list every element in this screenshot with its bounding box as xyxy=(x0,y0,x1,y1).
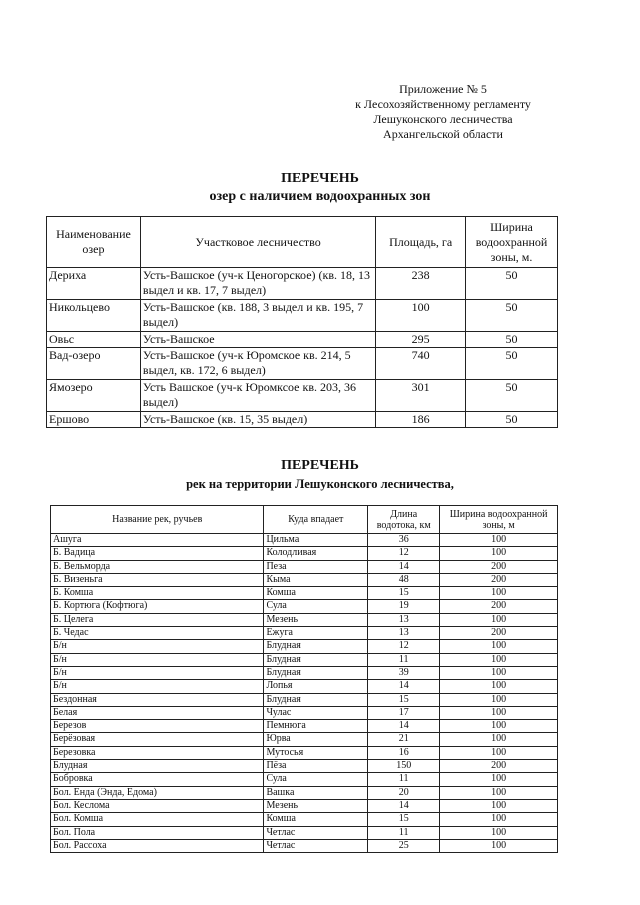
river-length-cell: 14 xyxy=(368,720,440,733)
river-name-cell: Бол. Комша xyxy=(51,813,264,826)
river-outflow-cell: Колодливая xyxy=(264,547,368,560)
table-row xyxy=(51,746,558,759)
table-row xyxy=(47,332,558,348)
table-row xyxy=(51,547,558,560)
river-length-cell: 39 xyxy=(368,666,440,679)
river-zone-width-cell: 100 xyxy=(440,640,558,653)
table-row xyxy=(51,706,558,719)
river-zone-width-cell: 200 xyxy=(440,600,558,613)
river-length-cell: 12 xyxy=(368,547,440,560)
river-name-cell: Б/н xyxy=(51,680,264,693)
lake-name-cell: Никольцево xyxy=(47,300,141,332)
lake-zone-width-cell: 50 xyxy=(466,332,558,348)
river-outflow-cell: Кыма xyxy=(264,573,368,586)
river-name-cell: Бол. Кеслома xyxy=(51,799,264,812)
table-row xyxy=(51,786,558,799)
river-length-cell: 13 xyxy=(368,627,440,640)
river-name-cell: Берёзовая xyxy=(51,733,264,746)
lake-name-cell: Дериха xyxy=(47,268,141,300)
river-outflow-cell: Мутосья xyxy=(264,746,368,759)
table-row xyxy=(51,613,558,626)
lake-zone-width-cell: 50 xyxy=(466,380,558,412)
river-name-cell: Ашуга xyxy=(51,534,264,547)
river-length-cell: 13 xyxy=(368,613,440,626)
river-length-cell: 11 xyxy=(368,773,440,786)
river-name-cell: Б/н xyxy=(51,640,264,653)
river-length-cell: 21 xyxy=(368,733,440,746)
river-name-cell: Б/н xyxy=(51,653,264,666)
lakes-subtitle: озер с наличием водоохранных зон xyxy=(209,189,431,204)
river-name-cell: Б/н xyxy=(51,666,264,679)
rivers-table xyxy=(50,505,558,853)
river-zone-width-cell: 100 xyxy=(440,799,558,812)
river-name-cell: Бол. Рассоха xyxy=(51,839,264,852)
river-zone-width-cell: 100 xyxy=(440,693,558,706)
river-length-cell: 15 xyxy=(368,587,440,600)
river-length-cell: 14 xyxy=(368,560,440,573)
river-name-cell: Бездонная xyxy=(51,693,264,706)
river-length-cell: 17 xyxy=(368,706,440,719)
river-outflow-cell: Блудная xyxy=(264,640,368,653)
river-zone-width-cell: 100 xyxy=(440,680,558,693)
lake-area-cell: 238 xyxy=(376,268,466,300)
table-row xyxy=(51,640,558,653)
table-row xyxy=(51,733,558,746)
rivers-title: ПЕРЕЧЕНЬ xyxy=(281,458,359,473)
lake-area-cell: 100 xyxy=(376,300,466,332)
lake-name-cell: Ершово xyxy=(47,412,141,428)
lakes-title: ПЕРЕЧЕНЬ xyxy=(281,171,359,186)
river-name-cell: Бобровка xyxy=(51,773,264,786)
table-row xyxy=(47,380,558,412)
river-zone-width-cell: 100 xyxy=(440,547,558,560)
appendix-region: Архангельской области xyxy=(383,127,503,141)
table-row xyxy=(51,826,558,839)
table-row xyxy=(51,587,558,600)
lake-name-cell: Овьс xyxy=(47,332,141,348)
river-length-cell: 15 xyxy=(368,693,440,706)
lake-forestry-cell: Усть Вашское (уч-к Юромксое кв. 203, 36 выдел) xyxy=(140,380,375,412)
table-row xyxy=(51,680,558,693)
river-zone-width-cell: 100 xyxy=(440,826,558,839)
river-zone-width-cell: 100 xyxy=(440,773,558,786)
river-outflow-cell: Блудная xyxy=(264,653,368,666)
table-row xyxy=(51,627,558,640)
river-zone-width-cell: 200 xyxy=(440,760,558,773)
table-row xyxy=(51,534,558,547)
river-outflow-cell: Блудная xyxy=(264,666,368,679)
river-name-cell: Б. Вельморда xyxy=(51,560,264,573)
river-length-cell: 36 xyxy=(368,534,440,547)
table-row xyxy=(51,720,558,733)
lake-area-cell: 295 xyxy=(376,332,466,348)
rivers-header-row xyxy=(51,506,558,534)
river-length-cell: 15 xyxy=(368,813,440,826)
lake-forestry-cell: Усть-Вашское (уч-к Юромское кв. 214, 5 выдел, кв. 172, 6 выдел) xyxy=(140,348,375,380)
rivers-header-zone-width: Ширина водоохранной зоны, м xyxy=(440,506,558,534)
lake-area-cell: 186 xyxy=(376,412,466,428)
river-outflow-cell: Комша xyxy=(264,587,368,600)
river-zone-width-cell: 100 xyxy=(440,786,558,799)
lake-zone-width-cell: 50 xyxy=(466,300,558,332)
table-row xyxy=(47,412,558,428)
table-row xyxy=(51,573,558,586)
river-outflow-cell: Пемнюга xyxy=(264,720,368,733)
table-row xyxy=(47,300,558,332)
lake-forestry-cell: Усть-Вашское xyxy=(140,332,375,348)
river-outflow-cell: Сула xyxy=(264,600,368,613)
river-length-cell: 25 xyxy=(368,839,440,852)
river-outflow-cell: Ежуга xyxy=(264,627,368,640)
river-zone-width-cell: 100 xyxy=(440,746,558,759)
appendix-header xyxy=(328,82,558,142)
river-name-cell: Б. Чедас xyxy=(51,627,264,640)
river-name-cell: Б. Кортюга (Кофтюга) xyxy=(51,600,264,613)
lake-zone-width-cell: 50 xyxy=(466,268,558,300)
river-length-cell: 14 xyxy=(368,680,440,693)
lake-area-cell: 740 xyxy=(376,348,466,380)
lakes-header-forestry: Участковое лесничество xyxy=(140,217,375,268)
river-outflow-cell: Пеза xyxy=(264,560,368,573)
rivers-header-name: Название рек, ручьев xyxy=(51,506,264,534)
lake-forestry-cell: Усть-Вашское (уч-к Ценогорское) (кв. 18, 13 выдел и кв. 17, 7 выдел) xyxy=(140,268,375,300)
table-row xyxy=(51,693,558,706)
river-length-cell: 20 xyxy=(368,786,440,799)
river-length-cell: 12 xyxy=(368,640,440,653)
appendix-reference: к Лесохозяйственному регламенту xyxy=(355,97,531,111)
river-zone-width-cell: 100 xyxy=(440,653,558,666)
rivers-header-length: Длина водотока, км xyxy=(368,506,440,534)
river-zone-width-cell: 100 xyxy=(440,613,558,626)
river-name-cell: Бол. Енда (Энда, Едома) xyxy=(51,786,264,799)
river-name-cell: Бол. Пола xyxy=(51,826,264,839)
river-name-cell: Б. Комша xyxy=(51,587,264,600)
table-row xyxy=(47,268,558,300)
lakes-header-zone-width: Ширина водоохранной зоны, м. xyxy=(466,217,558,268)
river-zone-width-cell: 100 xyxy=(440,534,558,547)
lake-name-cell: Вад-озеро xyxy=(47,348,141,380)
table-row xyxy=(51,653,558,666)
river-name-cell: Б. Визеньга xyxy=(51,573,264,586)
river-length-cell: 11 xyxy=(368,653,440,666)
river-zone-width-cell: 200 xyxy=(440,573,558,586)
table-row xyxy=(47,348,558,380)
river-length-cell: 16 xyxy=(368,746,440,759)
river-length-cell: 19 xyxy=(368,600,440,613)
river-zone-width-cell: 100 xyxy=(440,587,558,600)
table-row xyxy=(51,813,558,826)
river-name-cell: Березовка xyxy=(51,746,264,759)
appendix-forestry: Лешуконского лесничества xyxy=(373,112,513,126)
lake-area-cell: 301 xyxy=(376,380,466,412)
rivers-subtitle: рек на территории Лешуконского лесничества, xyxy=(186,477,454,491)
table-row xyxy=(51,799,558,812)
river-zone-width-cell: 100 xyxy=(440,839,558,852)
table-row xyxy=(51,560,558,573)
river-outflow-cell: Четлас xyxy=(264,839,368,852)
lake-forestry-cell: Усть-Вашское (кв. 15, 35 выдел) xyxy=(140,412,375,428)
river-zone-width-cell: 100 xyxy=(440,666,558,679)
river-zone-width-cell: 200 xyxy=(440,627,558,640)
river-length-cell: 150 xyxy=(368,760,440,773)
lakes-header-row xyxy=(47,217,558,268)
river-outflow-cell: Четлас xyxy=(264,826,368,839)
river-zone-width-cell: 100 xyxy=(440,706,558,719)
table-row xyxy=(51,600,558,613)
river-name-cell: Белая xyxy=(51,706,264,719)
lake-forestry-cell: Усть-Вашское (кв. 188, 3 выдел и кв. 195, 7 выдел) xyxy=(140,300,375,332)
river-length-cell: 48 xyxy=(368,573,440,586)
river-zone-width-cell: 100 xyxy=(440,720,558,733)
lakes-header-name: Наименование озер xyxy=(47,217,141,268)
table-row xyxy=(51,666,558,679)
river-outflow-cell: Мезень xyxy=(264,613,368,626)
river-outflow-cell: Вашка xyxy=(264,786,368,799)
river-length-cell: 14 xyxy=(368,799,440,812)
lake-zone-width-cell: 50 xyxy=(466,348,558,380)
river-outflow-cell: Сула xyxy=(264,773,368,786)
river-outflow-cell: Чулас xyxy=(264,706,368,719)
river-zone-width-cell: 100 xyxy=(440,733,558,746)
lakes-table xyxy=(46,216,558,428)
table-row xyxy=(51,760,558,773)
table-row xyxy=(51,773,558,786)
river-name-cell: Блудная xyxy=(51,760,264,773)
river-name-cell: Березов xyxy=(51,720,264,733)
lakes-header-area: Площадь, га xyxy=(376,217,466,268)
river-outflow-cell: Блудная xyxy=(264,693,368,706)
lake-name-cell: Ямозеро xyxy=(47,380,141,412)
lake-zone-width-cell: 50 xyxy=(466,412,558,428)
river-outflow-cell: Мезень xyxy=(264,799,368,812)
river-outflow-cell: Цильма xyxy=(264,534,368,547)
river-outflow-cell: Лопья xyxy=(264,680,368,693)
river-length-cell: 11 xyxy=(368,826,440,839)
appendix-number: Приложение № 5 xyxy=(399,82,487,96)
river-name-cell: Б. Целега xyxy=(51,613,264,626)
river-outflow-cell: Юрва xyxy=(264,733,368,746)
river-zone-width-cell: 200 xyxy=(440,560,558,573)
river-outflow-cell: Комша xyxy=(264,813,368,826)
river-outflow-cell: Пёза xyxy=(264,760,368,773)
river-name-cell: Б. Вадица xyxy=(51,547,264,560)
rivers-header-outflow: Куда впадает xyxy=(264,506,368,534)
river-zone-width-cell: 100 xyxy=(440,813,558,826)
table-row xyxy=(51,839,558,852)
